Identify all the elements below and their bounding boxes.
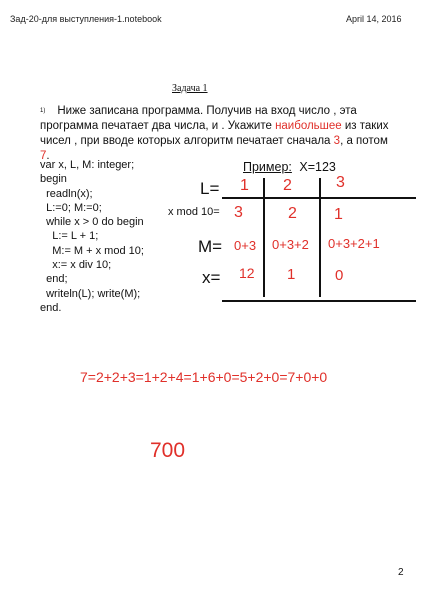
x-value: 0: [335, 267, 344, 284]
code-line: while x > 0 do begin: [40, 216, 144, 229]
L-value: 3: [336, 174, 345, 191]
xmod-value: 2: [288, 205, 297, 222]
row-label-xmod: x mod 10=: [168, 206, 220, 218]
task-title: Задача 1: [172, 83, 208, 94]
grid-line-horizontal: [222, 300, 416, 302]
M-value: 0+3+2: [272, 237, 309, 252]
task-number: 1): [40, 108, 46, 114]
M-value: 0+3+2+1: [328, 236, 380, 251]
x-value: 1: [287, 266, 296, 283]
task-paragraph: [40, 104, 390, 164]
code-line: begin: [40, 173, 67, 186]
xmod-value: 3: [234, 204, 243, 221]
code-line: L:= L + 1;: [40, 230, 99, 243]
code-line: end;: [40, 273, 68, 286]
row-label-x: x=: [202, 268, 221, 287]
document-date: April 14, 2016: [346, 14, 402, 24]
task-text-end: .: [46, 150, 50, 162]
row-label-L: L=: [200, 179, 220, 198]
task-value-first: 3: [333, 135, 341, 147]
xmod-value: 1: [334, 206, 343, 223]
document-filename: Зад-20-для выступления-1.notebook: [10, 14, 162, 24]
L-value: 1: [240, 177, 249, 194]
code-line: end.: [40, 301, 62, 314]
task-text-middle: из таких чисел , при вводе которых алгоритм печатает сначала: [40, 120, 389, 147]
example-value: X=123: [299, 160, 336, 174]
task-text-join: , а потом: [340, 135, 388, 147]
code-line: writeln(L); write(M);: [40, 287, 141, 300]
code-listing: [40, 158, 144, 315]
decomposition-equation: 7=2+2+3=1+2+4=1+6+0=5+2+0=7+0+0: [80, 369, 328, 385]
example-header: [243, 160, 336, 174]
L-value: 2: [283, 177, 292, 194]
code-line: M:= M + x mod 10;: [40, 244, 144, 257]
code-line: x:= x div 10;: [40, 259, 112, 272]
task-highlight-word: наибольшее: [275, 120, 342, 132]
code-line: L:=0; M:=0;: [40, 201, 102, 214]
row-label-M: M=: [198, 237, 223, 256]
x-value: 12: [239, 265, 255, 281]
code-line: readln(x);: [40, 187, 93, 200]
page-number: 2: [398, 567, 404, 578]
task-text-before: Ниже записана программа. Получив на вход число , эта программа печатает два числа, и . Укажите: [40, 105, 357, 132]
grid-line-vertical: [263, 178, 265, 297]
grid-line-vertical: [319, 178, 321, 297]
example-label: Пример:: [243, 160, 292, 174]
task-value-second: 7: [40, 150, 47, 162]
answer-value: 700: [150, 439, 186, 462]
M-value: 0+3: [234, 238, 257, 253]
code-line: var x, L, M: integer;: [40, 159, 135, 171]
